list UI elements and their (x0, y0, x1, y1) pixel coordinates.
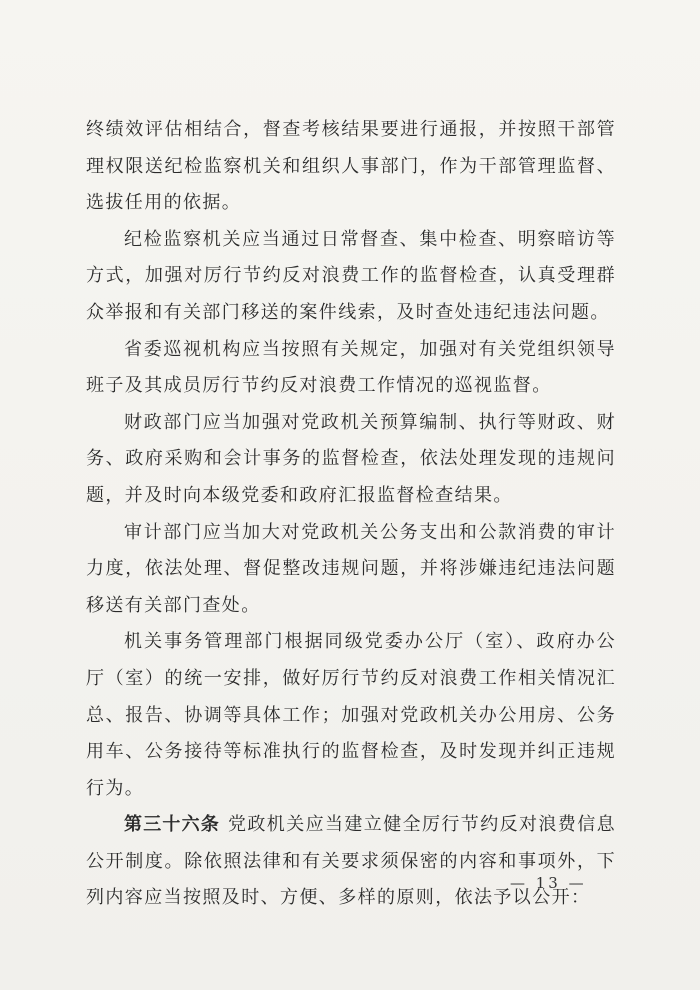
article-36-title: 第三十六条 (124, 814, 220, 836)
article-36-paragraph (86, 807, 616, 917)
paragraph-inspection-tour: 省委巡视机构应当按照有关规定，加强对有关党组织领导班子及其成员厉行节约反对浪费工作情况的巡视监督。 (86, 338, 616, 397)
document-body (86, 112, 616, 917)
paragraph-affairs-management: 机关事务管理部门根据同级党委办公厅（室）、政府办公厅（室）的统一安排，做好厉行节约反对浪费工作相关情况汇总、报告、协调等具体工作；加强对党政机关办公用房、公务用车、公务接待等标准执行的监督检查，及时发现并纠正违规行为。 (86, 631, 616, 799)
paragraph-discipline-inspection: 纪检监察机关应当通过日常督查、集中检查、明察暗访等方式，加强对厉行节约反对浪费工作的监督检查，认真受理群众举报和有关部门移送的案件线索，及时查处违纪违法问题。 (86, 228, 616, 323)
paragraph-continuation: 终绩效评估相结合，督查考核结果要进行通报，并按照干部管理权限送纪检监察机关和组织人事部门，作为干部管理监督、选拔任用的依据。 (86, 119, 616, 214)
page-number: — 13 — (510, 874, 587, 892)
paragraph-audit-department: 审计部门应当加大对党政机关公务支出和公款消费的审计力度，依法处理、督促整改违规问题，并将涉嫌违纪违法问题移送有关部门查处。 (86, 521, 616, 616)
paragraph-finance-department: 财政部门应当加强对党政机关预算编制、执行等财政、财务、政府采购和会计事务的监督检查，依法处理发现的违规问题，并及时向本级党委和政府汇报监督检查结果。 (86, 411, 616, 506)
article-36-text: 党政机关应当建立健全厉行节约反对浪费信息公开制度。除依照法律和有关要求须保密的内容和事项外，下列内容应当按照及时、方便、多样的原则，依法予以公开： (86, 814, 616, 909)
